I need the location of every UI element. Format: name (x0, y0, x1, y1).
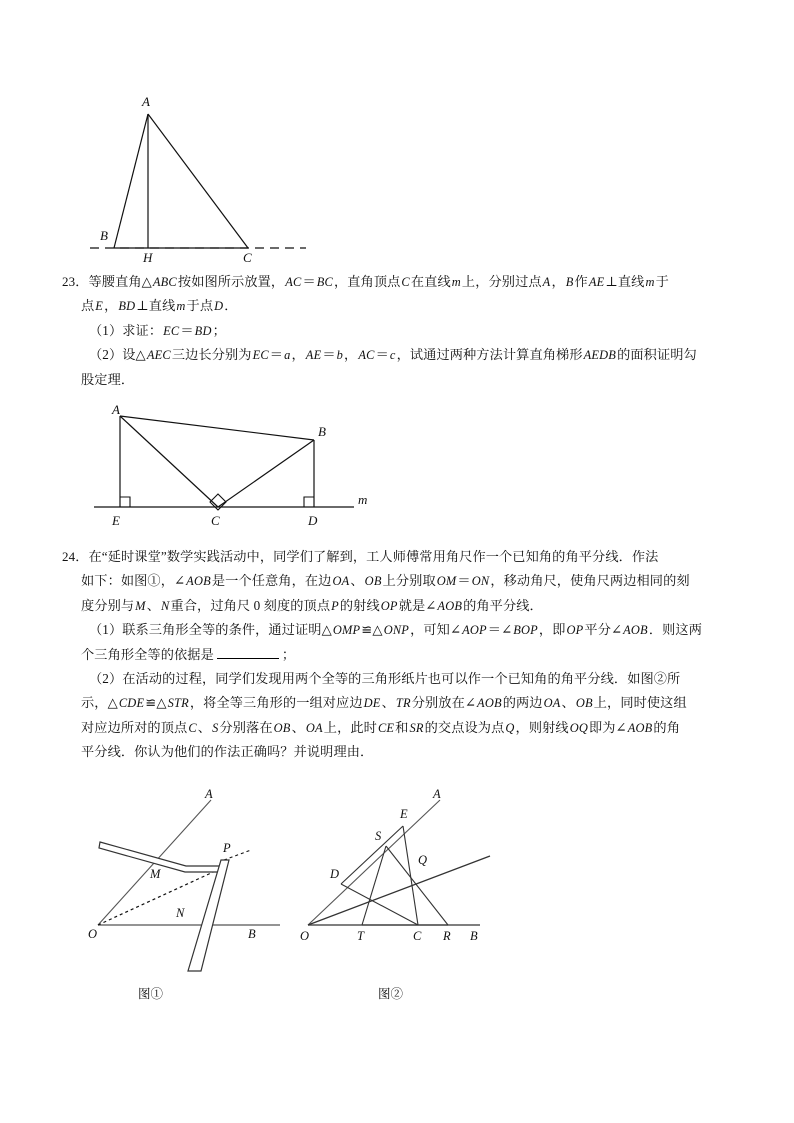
math-symbol: OA (332, 574, 350, 589)
text-run: 对应边所对的顶点 (81, 719, 188, 735)
q24-line-4 (62, 643, 752, 667)
figure-2-caption: 图② (378, 987, 404, 1001)
text-run: ＝ (302, 274, 316, 289)
q24-line-6 (62, 691, 752, 715)
text-run: ； (212, 322, 226, 338)
q23-line-1 (62, 294, 752, 318)
text-run: 的角 (653, 719, 680, 735)
text-run: 在直线 (410, 274, 451, 289)
text-run: 作 (574, 274, 588, 289)
math-symbol: CDE (118, 696, 145, 711)
math-symbol: BC (316, 275, 333, 289)
text-run: ，试通过两种方法计算直角梯形 (396, 347, 583, 363)
right-angle-mark-E (120, 497, 130, 507)
text-run: 于 (655, 274, 669, 289)
text-run: （2）在活动的过程，同学们发现用两个全等的三角形纸片也可以作一个已知角的角平分线．如图②所 (89, 671, 681, 687)
text-run: 的射线 (339, 597, 380, 613)
label-D: D (330, 867, 340, 881)
math-symbol: DE (363, 696, 381, 711)
text-run: 是一个任意角，在边 (211, 573, 332, 589)
math-symbol: AOB (437, 598, 463, 613)
math-symbol: C (401, 275, 410, 289)
label-O: O (300, 929, 310, 943)
math-symbol: OB (364, 574, 382, 589)
label-C: C (413, 929, 422, 943)
text-run: ＝ (322, 347, 336, 363)
text-run: ≌△ (145, 695, 167, 711)
figure-isosceles-triangle (88, 88, 328, 263)
question-23-text (62, 270, 752, 392)
label-A: A (433, 788, 441, 801)
math-symbol: ONP (383, 623, 410, 638)
text-run: 平分∠ (584, 622, 623, 638)
text-run: ． (224, 298, 238, 314)
label-M: M (150, 867, 161, 881)
text-run: ， (551, 274, 565, 289)
text-run: 股定理． (81, 371, 135, 387)
math-symbol: ON (471, 574, 490, 589)
q23-line-2 (62, 319, 752, 343)
text-run: 三边长分别为 (171, 347, 252, 363)
q23-line-0 (62, 270, 752, 294)
text-run: ．则这两 (648, 622, 702, 638)
segment-AB (114, 114, 148, 248)
segment-ST (362, 846, 386, 925)
text-run: 上分别取 (382, 573, 436, 589)
text-run: 于点 (186, 298, 214, 314)
text-run: ， (104, 298, 118, 314)
math-symbol: ABC (152, 275, 177, 289)
math-symbol: BD (118, 299, 136, 314)
label-B: B (100, 228, 108, 243)
text-run: ＝ (457, 573, 471, 589)
segment-DC (341, 884, 418, 925)
math-symbol: AC (358, 348, 375, 363)
label-T: T (357, 929, 364, 943)
math-symbol: Q (505, 720, 515, 735)
text-run: 上，此时 (323, 719, 377, 735)
text-run: ，移动角尺，使角尺两边相同的刻 (490, 573, 690, 589)
text-run: 24 (62, 549, 76, 564)
text-run: 的交点设为点 (424, 719, 505, 735)
text-run: ，将全等三角形的一组对应边 (189, 695, 363, 711)
label-Q: Q (418, 853, 428, 867)
text-run: 个三角形全等的依据是 (81, 646, 214, 662)
math-symbol: m (451, 275, 461, 289)
label-O: O (88, 927, 98, 941)
text-run: 和 (395, 719, 409, 735)
label-E: E (112, 513, 120, 528)
segment-AC (148, 114, 248, 248)
label-P: P (223, 841, 231, 855)
right-angle-mark-D (304, 497, 314, 507)
math-symbol: N (160, 598, 170, 613)
figure-right-trapezoid (92, 402, 377, 537)
text-run: ⊥直线 (605, 274, 645, 289)
q23-line-4 (62, 368, 752, 392)
text-run: ，直角顶点 (333, 274, 401, 289)
math-symbol: AC (285, 275, 302, 289)
math-symbol: OB (575, 696, 593, 711)
segment-AB (120, 416, 314, 440)
text-run: ， (344, 347, 358, 363)
math-symbol: EC (252, 348, 269, 363)
math-symbol: m (176, 299, 186, 314)
text-run: （1）联系三角形全等的条件，通过证明△ (89, 622, 332, 638)
math-symbol: M (135, 598, 146, 613)
segment-CB (218, 440, 314, 507)
text-run: ，即 (538, 622, 566, 638)
label-D: D (308, 513, 318, 528)
label-B: B (318, 424, 326, 439)
math-symbol: TR (395, 696, 411, 711)
math-symbol: AEC (146, 348, 171, 363)
label-N: N (176, 906, 185, 920)
math-symbol: CE (377, 720, 395, 735)
math-symbol: b (336, 348, 344, 363)
segment-AC (120, 416, 218, 507)
math-symbol: SR (409, 720, 424, 735)
text-run: 分别落在 (219, 719, 273, 735)
text-run: ＝ (269, 347, 284, 363)
text-run: ≌△ (361, 622, 383, 638)
math-symbol: E (95, 299, 104, 314)
text-run: 、 (146, 597, 160, 613)
math-symbol: OMP (332, 623, 361, 638)
math-symbol: c (389, 348, 396, 363)
text-run: 平分线．你认为他们的作法正确吗？并说明理由． (81, 744, 374, 760)
math-symbol: AE (588, 275, 605, 289)
math-symbol: BD (194, 323, 212, 338)
math-symbol: S (212, 720, 219, 735)
text-run: 、 (291, 719, 305, 735)
label-A: A (205, 788, 213, 801)
label-E: E (400, 807, 408, 821)
q24-line-3 (62, 618, 752, 642)
text-run: 、 (561, 695, 575, 711)
text-run: 的角平分线． (463, 597, 543, 613)
math-symbol: B (565, 275, 574, 289)
text-run: 、 (350, 573, 364, 589)
answer-blank[interactable] (217, 646, 279, 659)
text-run: 分别放在∠ (411, 695, 477, 711)
text-run: ⊥直线 (136, 298, 176, 314)
math-symbol: C (188, 720, 197, 735)
text-run: ．在“延时课堂”数学实践活动中，同学们了解到，工人师傅常用角尺作一个已知角的角平分线．作法 (75, 549, 659, 564)
math-symbol: STR (167, 696, 189, 711)
label-H: H (143, 250, 153, 263)
text-run: ＝ (180, 322, 194, 338)
math-symbol: AOP (462, 623, 487, 638)
label-B: B (248, 927, 256, 941)
label-A: A (142, 94, 150, 109)
label-B: B (470, 929, 478, 943)
math-symbol: OA (543, 696, 561, 711)
math-symbol: EC (163, 323, 180, 338)
label-C: C (211, 513, 220, 528)
math-symbol: OQ (569, 720, 588, 735)
q24-line-7 (62, 716, 752, 740)
figure-1-caption: 图① (138, 987, 164, 1001)
math-symbol: OM (436, 574, 457, 589)
text-run: 就是∠ (398, 597, 437, 613)
text-run: 点 (81, 298, 95, 314)
text-run: 示，△ (81, 695, 118, 711)
segment-EC (403, 826, 418, 925)
math-symbol: AEDB (583, 348, 617, 363)
text-run: ．等腰直角△ (75, 274, 152, 289)
question-24-text (62, 545, 752, 765)
math-symbol: D (214, 299, 224, 314)
math-symbol: AOB (477, 696, 502, 711)
text-run: （1）求证： (89, 322, 163, 338)
label-C: C (243, 250, 252, 263)
text-run: 23 (62, 274, 76, 289)
math-symbol: OP (566, 623, 584, 638)
text-run: （2）设△ (89, 347, 146, 363)
text-run: 的面积证明勾 (617, 347, 697, 363)
q23-line-3 (62, 343, 752, 367)
text-run: ， (291, 347, 305, 363)
q24-line-8 (62, 740, 752, 764)
math-symbol: OP (380, 598, 398, 613)
label-S: S (375, 829, 382, 843)
text-run: 、 (381, 695, 395, 711)
text-run: 度分别与 (81, 597, 135, 613)
math-symbol: A (542, 275, 551, 289)
text-run: 如下：如图①，∠ (81, 573, 186, 589)
label-m: m (358, 492, 368, 507)
math-symbol: AOB (627, 720, 653, 735)
text-run: 上，同时使这组 (593, 695, 687, 711)
figure-2-congruent-triangles (300, 788, 515, 973)
text-run: ，则射线 (515, 719, 569, 735)
figure-1-angle-ruler (88, 788, 303, 973)
text-run: ，可知∠ (410, 622, 462, 638)
label-A: A (112, 402, 120, 417)
math-symbol: AOB (186, 574, 211, 589)
math-symbol: AE (305, 348, 322, 363)
math-symbol: AOB (623, 623, 648, 638)
text-run: 按如图所示放置， (177, 274, 285, 289)
ruler-arm-upper (99, 842, 224, 872)
math-symbol: OB (273, 720, 291, 735)
text-run: 、 (197, 719, 212, 735)
text-run: ； (281, 646, 296, 662)
text-run: 即为∠ (588, 719, 627, 735)
math-symbol: BOP (513, 623, 538, 638)
math-symbol: m (645, 275, 655, 289)
ruler-arm-lower (188, 860, 229, 971)
text-run: ＝∠ (487, 622, 513, 638)
q24-line-2 (62, 594, 752, 618)
label-R: R (443, 929, 451, 943)
text-run: 重合，过角尺 0 刻度的顶点 (170, 597, 331, 613)
q24-line-5 (62, 667, 752, 691)
text-run: 上，分别过点 (461, 274, 542, 289)
q24-line-0 (62, 545, 752, 569)
text-run: ＝ (375, 347, 389, 363)
math-symbol: P (331, 598, 339, 613)
text-run: 的两边 (502, 695, 543, 711)
math-symbol: a (284, 348, 291, 363)
math-symbol: OA (305, 720, 323, 735)
q24-line-1 (62, 569, 752, 593)
